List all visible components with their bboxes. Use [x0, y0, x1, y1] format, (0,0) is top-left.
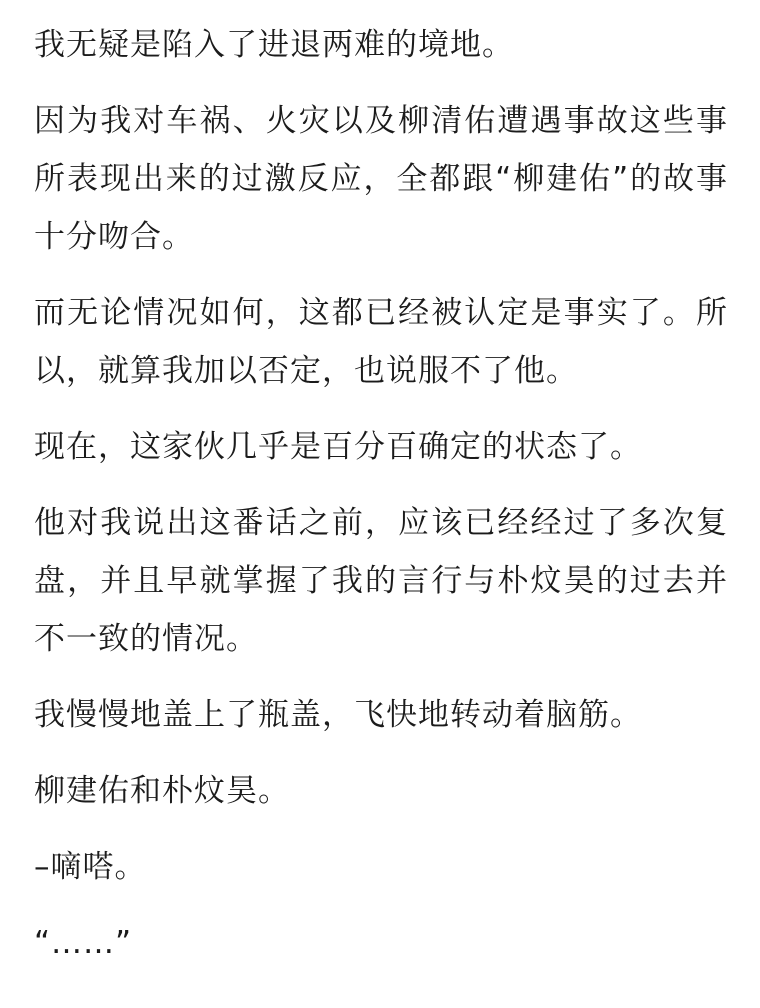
paragraph: 柳建佑和朴炆昊。	[34, 773, 290, 809]
paragraph: “……”	[34, 925, 133, 961]
paragraph: 我慢慢地盖上了瓶盖，飞快地转动着脑筋。	[34, 697, 642, 733]
paragraph: 现在，这家伙几乎是百分百确定的状态了。	[34, 429, 642, 465]
paragraph: 而无论情况如何，这都已经被认定是事实了。所以，就算我加以否定，也说服不了他。	[34, 295, 728, 389]
paragraph: –嘀嗒。	[34, 849, 147, 885]
article-body	[34, 16, 728, 990]
paragraph: 因为我对车祸、火灾以及柳清佑遭遇事故这些事所表现出来的过激反应，全都跟“柳建佑”的故事十分吻合。	[34, 103, 728, 255]
paragraph: 我无疑是陷入了进退两难的境地。	[34, 27, 514, 63]
paragraph: 他对我说出这番话之前，应该已经经过了多次复盘，并且早就掌握了我的言行与朴炆昊的过去并不一致的情况。	[34, 505, 728, 657]
